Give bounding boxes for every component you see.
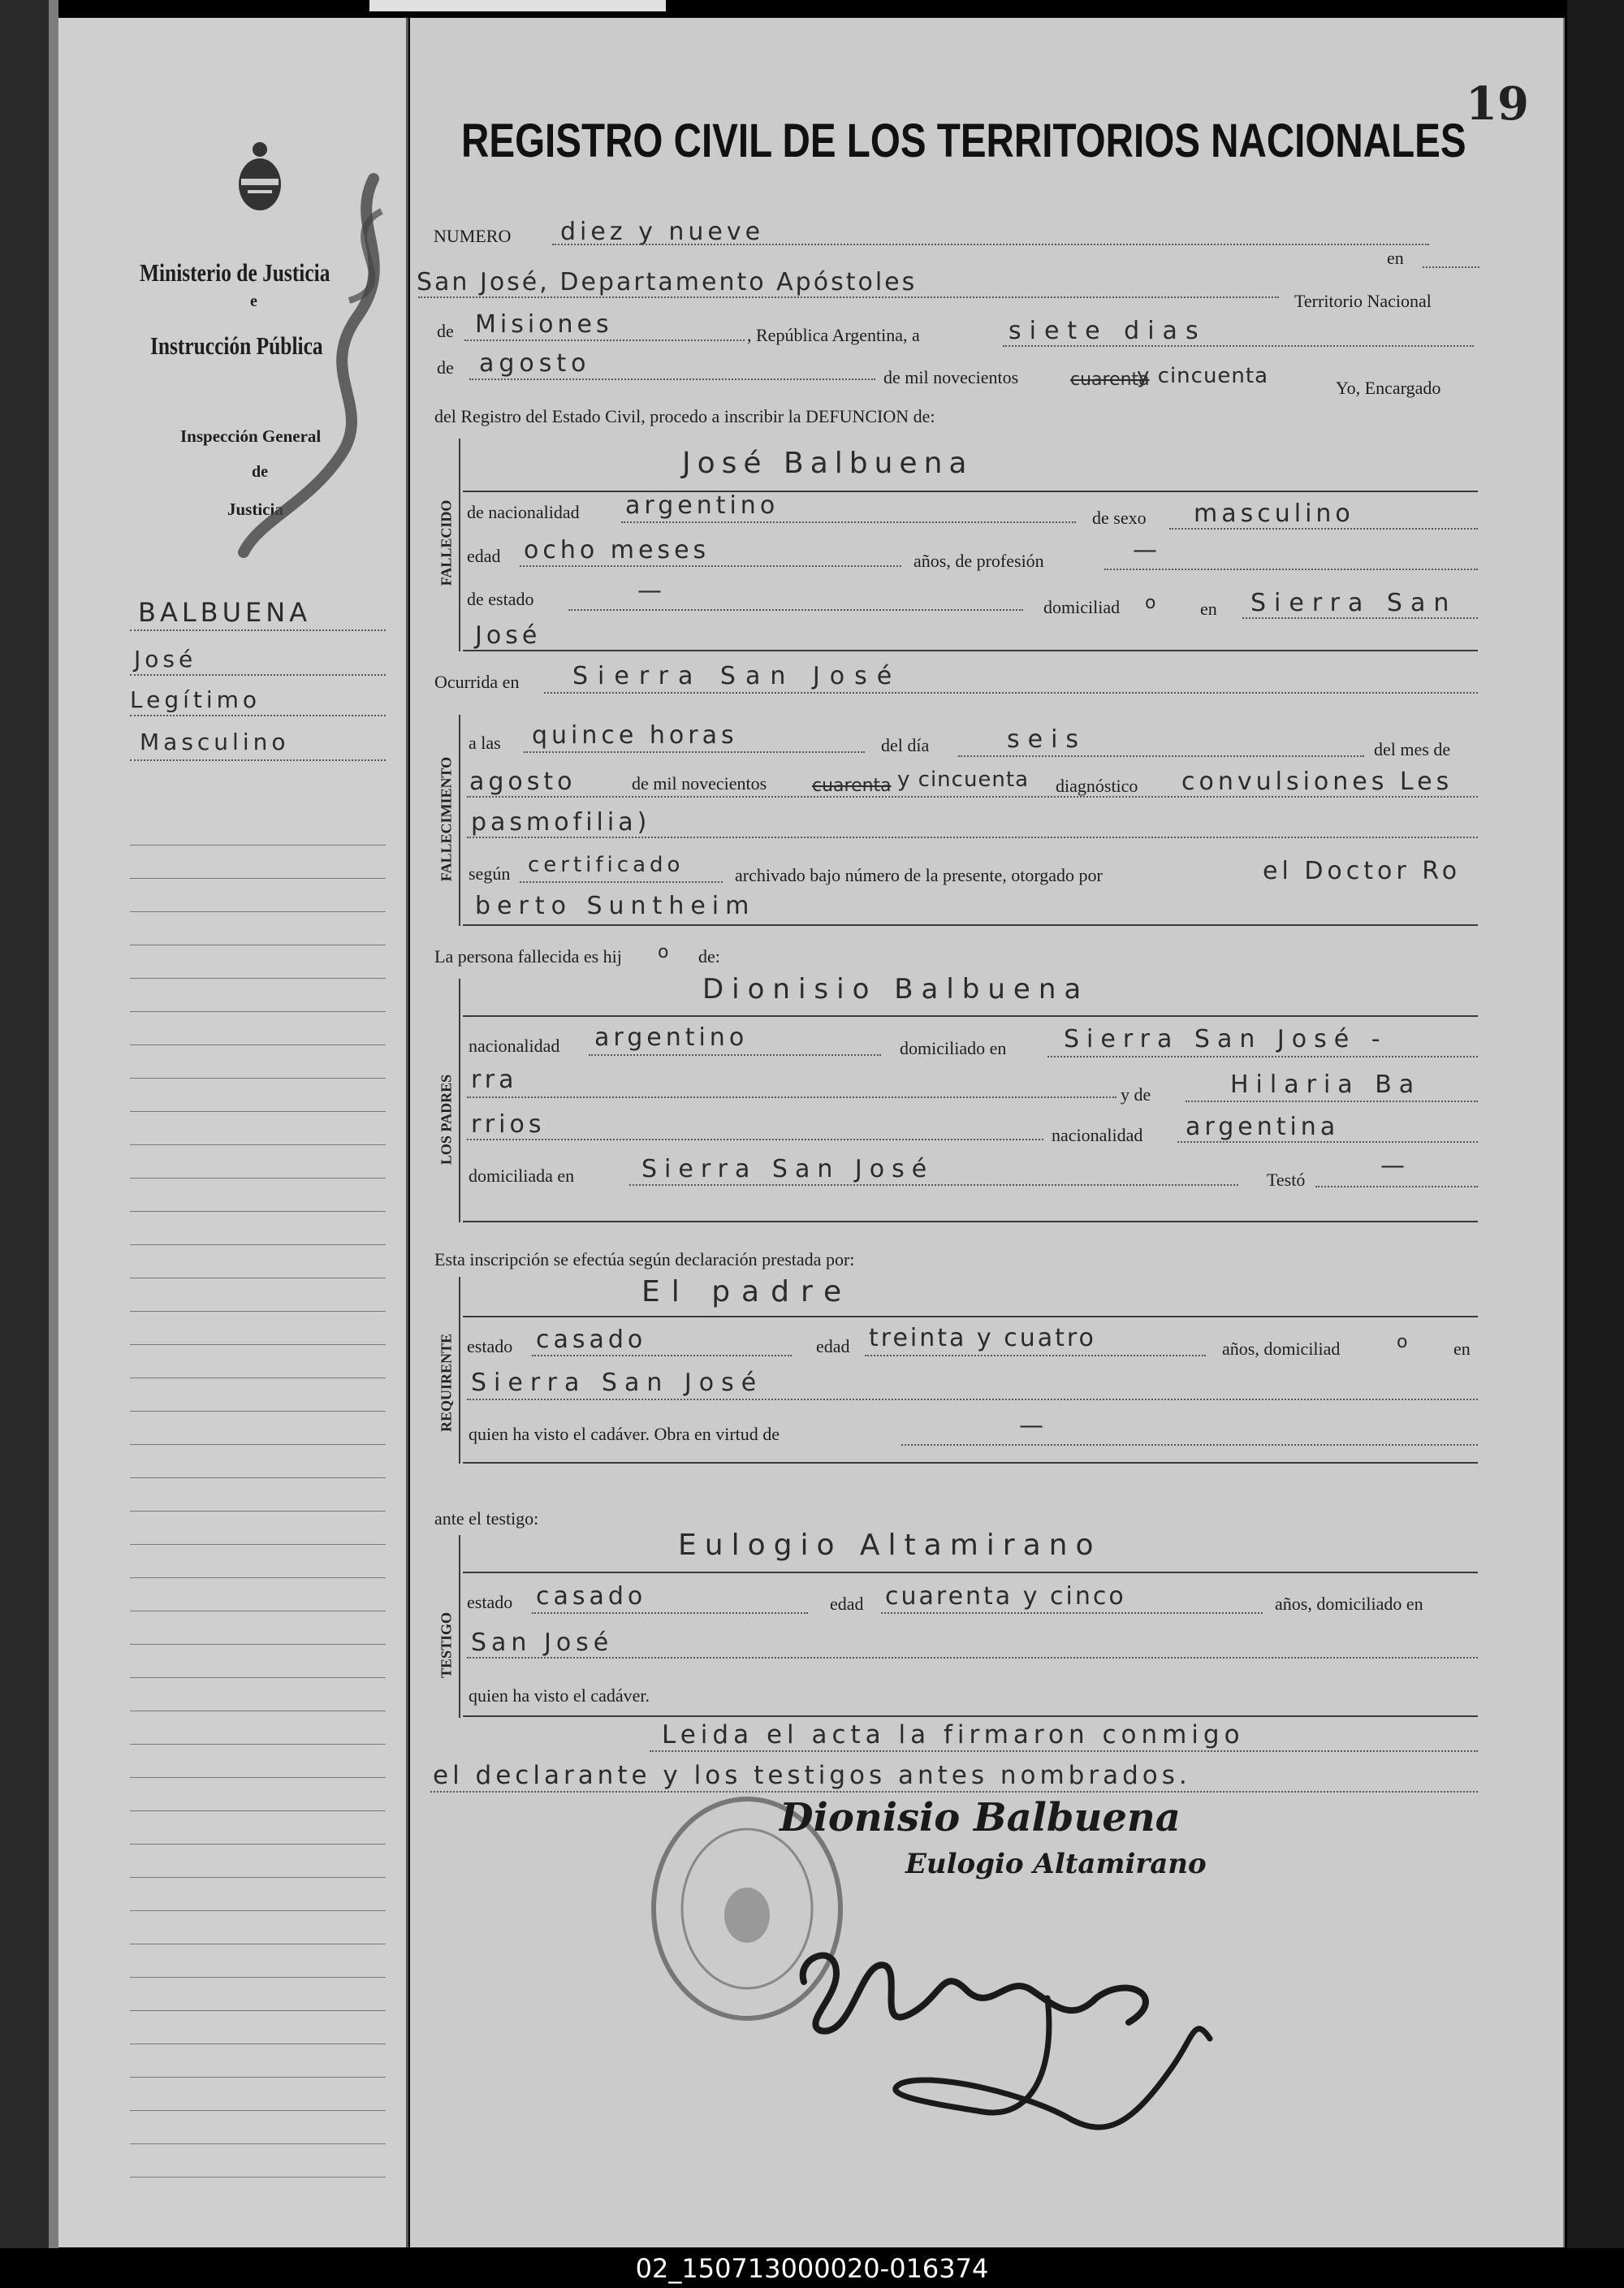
label-anos-domiciliado: años, domiciliado en bbox=[1275, 1594, 1423, 1614]
entry-diagnostico: convulsiones Les bbox=[1181, 768, 1453, 796]
entry-madre: Hilaria Ba bbox=[1230, 1070, 1422, 1099]
label-edad2: edad bbox=[816, 1336, 850, 1356]
stub-ruled-lines bbox=[130, 812, 386, 2209]
ministry-line1: Ministerio de Justicia bbox=[140, 258, 330, 287]
entry-domicilio: Sierra San bbox=[1250, 589, 1458, 617]
label-estado3: estado bbox=[467, 1592, 513, 1612]
label-archivado: archivado bajo número de la presente, otorgado por bbox=[735, 865, 1103, 885]
entry-cierre1: Leida el acta la firmaron conmigo bbox=[662, 1720, 1245, 1750]
entry-otorgado: el Doctor Ro bbox=[1263, 857, 1462, 885]
entry-madre2: rrios bbox=[471, 1110, 546, 1139]
label-testo: Testó bbox=[1267, 1170, 1306, 1190]
inspection-line3: Justicia bbox=[227, 500, 283, 519]
entry-hora: quince horas bbox=[532, 721, 738, 750]
label-segun: según bbox=[469, 863, 511, 884]
label-y-de: y de bbox=[1121, 1084, 1151, 1105]
side-fallecimiento: FALLECIMIENTO bbox=[438, 756, 455, 882]
label-de: de bbox=[437, 321, 454, 341]
entry-test-dom: San José bbox=[471, 1628, 614, 1657]
label-en2: en bbox=[1453, 1339, 1471, 1359]
entry-edad: ocho meses bbox=[524, 536, 710, 564]
signature-declarant: Dionisio Balbuena bbox=[780, 1795, 1181, 1840]
entry-domicilio-o: o bbox=[1145, 593, 1160, 613]
label-de2: de bbox=[437, 357, 454, 378]
label-numero: NUMERO bbox=[434, 226, 512, 246]
entry-territorio: Misiones bbox=[475, 310, 613, 339]
label-domiciliado-en: domiciliado en bbox=[900, 1038, 1007, 1058]
label-mil-nov: de mil novecientos bbox=[883, 367, 1019, 387]
label-domiciliada-en: domiciliada en bbox=[469, 1166, 575, 1186]
label-a-las: a las bbox=[469, 733, 501, 753]
label-anos-domiciliad: años, domiciliad bbox=[1222, 1339, 1341, 1359]
entry-dia: siete dias bbox=[1009, 317, 1207, 345]
top-tab bbox=[369, 0, 666, 11]
page-number: 19 bbox=[1466, 77, 1529, 131]
entry-cierre2: el declarante y los testigos antes nombrados. bbox=[433, 1761, 1191, 1790]
label-persona-de: de: bbox=[698, 946, 720, 967]
stub-name: José bbox=[134, 646, 197, 673]
entry-anio-fall: y cincuenta bbox=[897, 768, 1030, 792]
label-del-dia: del día bbox=[881, 735, 930, 755]
stub-scribble bbox=[211, 162, 414, 569]
label-estado: estado bbox=[467, 1336, 513, 1356]
entry-estado: — bbox=[637, 577, 666, 605]
entry-madre-dom: Sierra San José bbox=[641, 1155, 935, 1183]
label-territorio: Territorio Nacional bbox=[1294, 291, 1432, 311]
label-ocurrida: Ocurrida en bbox=[434, 672, 520, 692]
book-binding bbox=[49, 0, 58, 2288]
label-quien-visto2: quien ha visto el cadáver. bbox=[469, 1685, 650, 1706]
entry-req-obra: — bbox=[1019, 1412, 1047, 1440]
entry-requirente: El padre bbox=[641, 1275, 853, 1308]
entry-segun: certificado bbox=[528, 853, 685, 877]
entry-test-estado: casado bbox=[536, 1582, 647, 1611]
entry-req-dom-o: o bbox=[1397, 1332, 1412, 1352]
entry-padre-dom2: rra bbox=[471, 1066, 518, 1094]
label-en-fall: en bbox=[1200, 599, 1217, 619]
ministry-line3: Instrucción Pública bbox=[150, 331, 323, 360]
label-edad3: edad bbox=[830, 1594, 864, 1614]
entry-fallecido: José Balbuena bbox=[682, 447, 974, 480]
label-de-mil-nov2: de mil novecientos bbox=[632, 773, 767, 794]
entry-test-edad: cuarenta y cinco bbox=[885, 1582, 1126, 1611]
entry-dia-fall: seis bbox=[1007, 725, 1087, 754]
entry-madre-nac: argentina bbox=[1186, 1113, 1340, 1141]
entry-numero: diez y nueve bbox=[560, 218, 765, 246]
label-esta-inscripcion: Esta inscripción se efectúa según declaración prestada por: bbox=[434, 1249, 855, 1269]
side-requirente: REQUIRENTE bbox=[438, 1333, 455, 1433]
entry-lugar: San José, Departamento Apóstoles bbox=[417, 268, 918, 296]
entry-otorgado2: berto Suntheim bbox=[475, 892, 756, 920]
label-republica: , República Argentina, a bbox=[747, 325, 920, 345]
entry-testo: — bbox=[1380, 1152, 1409, 1180]
entry-anio-fall-struck: cuarenta bbox=[812, 776, 892, 796]
label-ante-testigo: ante el testigo: bbox=[434, 1508, 539, 1529]
stub-status: Legítimo bbox=[130, 686, 261, 713]
label-de-sexo: de sexo bbox=[1092, 508, 1147, 528]
label-quien-visto: quien ha visto el cadáver. Obra en virtud de bbox=[469, 1424, 780, 1444]
entry-req-estado: casado bbox=[536, 1326, 647, 1354]
entry-padre: Dionisio Balbuena bbox=[702, 973, 1090, 1006]
page-title: REGISTRO CIVIL DE LOS TERRITORIOS NACIONALES bbox=[461, 115, 1466, 167]
label-diagnostico: diagnóstico bbox=[1056, 776, 1138, 796]
entry-anio-struck: cuarenta bbox=[1070, 370, 1150, 390]
label-de-estado: de estado bbox=[467, 589, 534, 609]
entry-sexo: masculino bbox=[1194, 500, 1354, 528]
entry-anio: y cincuenta bbox=[1137, 364, 1269, 388]
inspection-line2: de bbox=[252, 463, 268, 481]
label-yo: Yo, Encargado bbox=[1336, 378, 1441, 398]
entry-req-edad: treinta y cuatro bbox=[869, 1324, 1096, 1352]
side-testigo: TESTIGO bbox=[438, 1611, 455, 1679]
entry-ocurrida: Sierra San José bbox=[572, 662, 902, 690]
entry-profesion: — bbox=[1133, 536, 1161, 564]
registrar-signature bbox=[788, 1909, 1242, 2144]
entry-hijo-o: o bbox=[658, 942, 673, 962]
label-de-nacionalidad: de nacionalidad bbox=[467, 502, 580, 522]
label-del-mes: del mes de bbox=[1374, 739, 1451, 759]
book-right-edge bbox=[1567, 0, 1624, 2288]
label-domiciliad: domiciliad bbox=[1043, 597, 1121, 617]
book-left-edge bbox=[0, 0, 49, 2288]
side-padres: LOS PADRES bbox=[438, 1074, 455, 1166]
entry-padre-nac: argentino bbox=[594, 1023, 749, 1052]
entry-testigo: Eulogio Altamirano bbox=[678, 1529, 1102, 1562]
side-fallecido: FALLECIDO bbox=[438, 500, 455, 586]
entry-diagnostico2: pasmofilia) bbox=[471, 808, 651, 837]
entry-domicilio2: José bbox=[475, 621, 542, 650]
entry-mes-fall: agosto bbox=[469, 768, 577, 796]
entry-req-dom: Sierra San José bbox=[471, 1369, 764, 1397]
label-anos-prof: años, de profesión bbox=[914, 551, 1044, 571]
label-nacionalidad: nacionalidad bbox=[469, 1036, 560, 1056]
ministry-line2: e bbox=[250, 292, 257, 310]
entry-nacionalidad: argentino bbox=[625, 491, 780, 520]
label-edad: edad bbox=[467, 546, 501, 566]
inspection-line1: Inspección General bbox=[180, 426, 322, 446]
image-id-label: 02_150713000020-016374 bbox=[635, 2253, 989, 2284]
stub-sex: Masculino bbox=[140, 729, 290, 755]
entry-padre-dom: Sierra San José - bbox=[1064, 1025, 1388, 1053]
label-nacionalidad2: nacionalidad bbox=[1052, 1125, 1143, 1145]
label-registro: del Registro del Estado Civil, procedo a inscribir la DEFUNCION de: bbox=[434, 406, 935, 426]
stub-surname: BALBUENA bbox=[138, 597, 312, 628]
label-en: en bbox=[1387, 248, 1404, 268]
label-persona: La persona fallecida es hij bbox=[434, 946, 622, 967]
entry-mes: agosto bbox=[479, 349, 591, 378]
signature-witness: Eulogio Altamirano bbox=[905, 1848, 1207, 1880]
